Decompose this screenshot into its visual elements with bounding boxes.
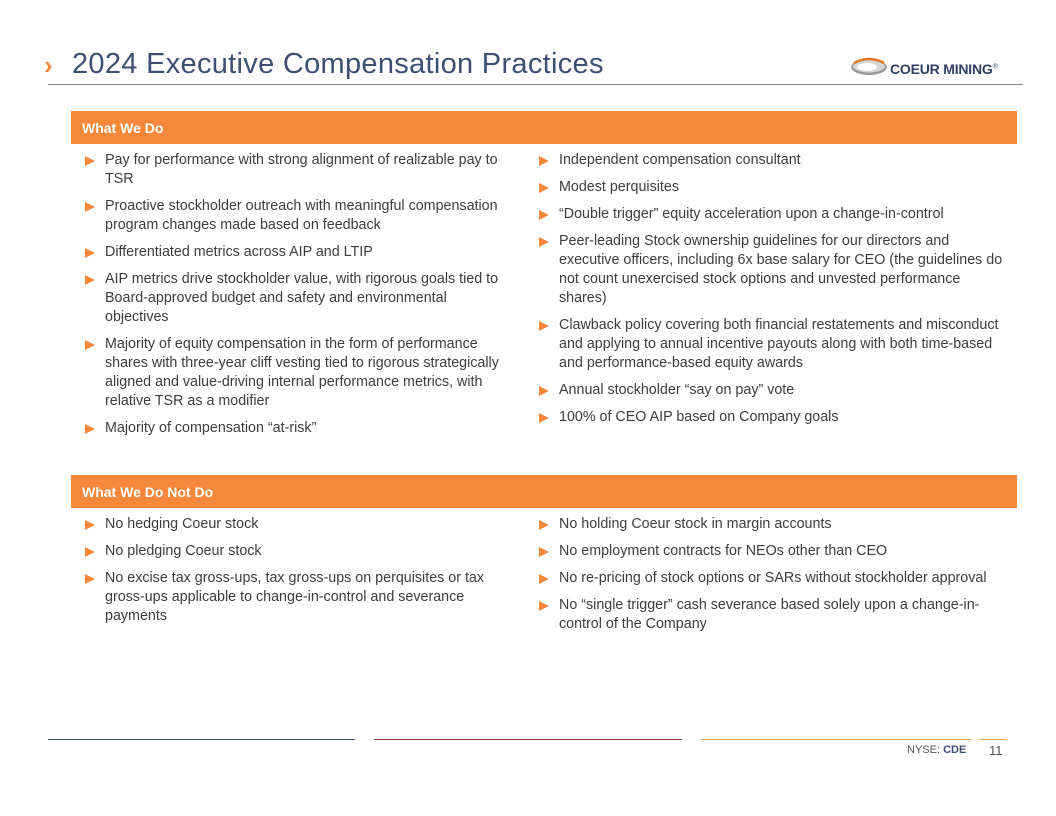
stock-ticker: NYSE: CDE xyxy=(907,744,967,756)
bullet-arrow-icon xyxy=(539,183,549,193)
list-item xyxy=(81,270,511,327)
bullet-arrow-icon xyxy=(539,413,549,423)
list-item-text: Majority of compensation “at-risk” xyxy=(105,420,317,436)
bullet-arrow-icon xyxy=(85,520,95,530)
list-item xyxy=(535,515,1011,534)
bullet-arrow-icon xyxy=(539,386,549,396)
bullet-arrow-icon xyxy=(85,156,95,166)
list-item xyxy=(535,316,1011,373)
list-item xyxy=(535,151,1011,170)
list-item-text: AIP metrics drive stockholder value, with rigorous goals tied to Board-approved budget and safety and environmental objectives xyxy=(105,271,499,325)
bullet-arrow-icon xyxy=(85,340,95,350)
list-item xyxy=(535,408,1011,427)
title-divider xyxy=(48,84,1023,85)
company-logo xyxy=(850,53,1020,81)
page-title: 2024 Executive Compensation Practices xyxy=(72,48,604,80)
list-item xyxy=(535,542,1011,561)
list-item-text: Annual stockholder “say on pay” vote xyxy=(559,382,795,398)
what-we-do-right-list xyxy=(535,151,1011,435)
what-we-do-not-do-left-list xyxy=(81,515,511,634)
footer-rule-orange-short xyxy=(979,739,1007,740)
list-item-text: Peer-leading Stock ownership guidelines for our directors and executive officers, including 6x base salary for CEO (the guidelines do not count unexercised stock options and unvested performance shares) xyxy=(559,233,1003,306)
list-item xyxy=(81,197,511,235)
list-item xyxy=(81,151,511,189)
bullet-arrow-icon xyxy=(85,574,95,584)
list-item xyxy=(81,243,511,262)
list-item-text: “Double trigger” equity acceleration upon a change-in-control xyxy=(559,206,944,222)
section-header-what-we-do-not-do xyxy=(71,475,1017,508)
bullet-arrow-icon xyxy=(85,275,95,285)
chevron-right-icon: › xyxy=(44,50,53,80)
list-item xyxy=(81,515,511,534)
bullet-arrow-icon xyxy=(539,156,549,166)
list-item-text: No pledging Coeur stock xyxy=(105,543,262,559)
footer-rule-orange xyxy=(701,739,972,740)
section-header-what-we-do xyxy=(71,111,1017,144)
list-item-text: No employment contracts for NEOs other than CEO xyxy=(559,543,888,559)
bullet-arrow-icon xyxy=(85,202,95,212)
section-heading: What We Do xyxy=(82,120,164,136)
list-item xyxy=(535,178,1011,197)
section-heading: What We Do Not Do xyxy=(82,484,214,500)
list-item-text: Majority of equity compensation in the form of performance shares with three-year cliff vesting tied to rigorous strategically aligned and value-driving internal performance metrics, with relative TSR as a modifier xyxy=(105,336,499,409)
list-item-text: Proactive stockholder outreach with meaningful compensation program changes made based on feedback xyxy=(105,198,498,233)
list-item xyxy=(81,335,511,411)
what-we-do-left-list xyxy=(81,151,511,446)
list-item xyxy=(535,569,1011,588)
bullet-arrow-icon xyxy=(539,574,549,584)
page-number: 11 xyxy=(989,743,1003,758)
list-item-text: Clawback policy covering both financial restatements and misconduct and applying to annual incentive payouts along with both time-based and performance-based equity awards xyxy=(559,317,999,371)
list-item xyxy=(81,542,511,561)
footer-rule-navy xyxy=(48,739,355,740)
bullet-arrow-icon xyxy=(539,210,549,220)
list-item-text: No hedging Coeur stock xyxy=(105,516,259,532)
list-item-text: No re-pricing of stock options or SARs without stockholder approval xyxy=(559,570,987,586)
bullet-arrow-icon xyxy=(539,520,549,530)
bullet-arrow-icon xyxy=(539,547,549,557)
list-item-text: Differentiated metrics across AIP and LTIP xyxy=(105,244,373,260)
coeur-logo-icon xyxy=(850,55,888,77)
list-item-text: 100% of CEO AIP based on Company goals xyxy=(559,409,839,425)
bullet-arrow-icon xyxy=(539,601,549,611)
list-item xyxy=(535,381,1011,400)
list-item xyxy=(535,596,1011,634)
bullet-arrow-icon xyxy=(85,547,95,557)
list-item-text: Independent compensation consultant xyxy=(559,152,801,168)
logo-wordmark: COEUR MINING® xyxy=(890,61,998,77)
list-item-text: No holding Coeur stock in margin accounts xyxy=(559,516,832,532)
list-item xyxy=(535,205,1011,224)
bullet-arrow-icon xyxy=(85,248,95,258)
bullet-arrow-icon xyxy=(539,237,549,247)
list-item-text: No “single trigger” cash severance based solely upon a change-in-control of the Company xyxy=(559,597,980,632)
footer-rule-red xyxy=(374,739,682,740)
list-item-text: No excise tax gross-ups, tax gross-ups on perquisites or tax gross-ups applicable to change-in-control and severance payments xyxy=(105,570,485,624)
bullet-arrow-icon xyxy=(85,424,95,434)
list-item-text: Pay for performance with strong alignment of realizable pay to TSR xyxy=(105,152,498,187)
list-item xyxy=(81,419,511,438)
list-item xyxy=(81,569,511,626)
what-we-do-not-do-right-list xyxy=(535,515,1011,642)
list-item-text: Modest perquisites xyxy=(559,179,679,195)
list-item xyxy=(535,232,1011,308)
bullet-arrow-icon xyxy=(539,321,549,331)
